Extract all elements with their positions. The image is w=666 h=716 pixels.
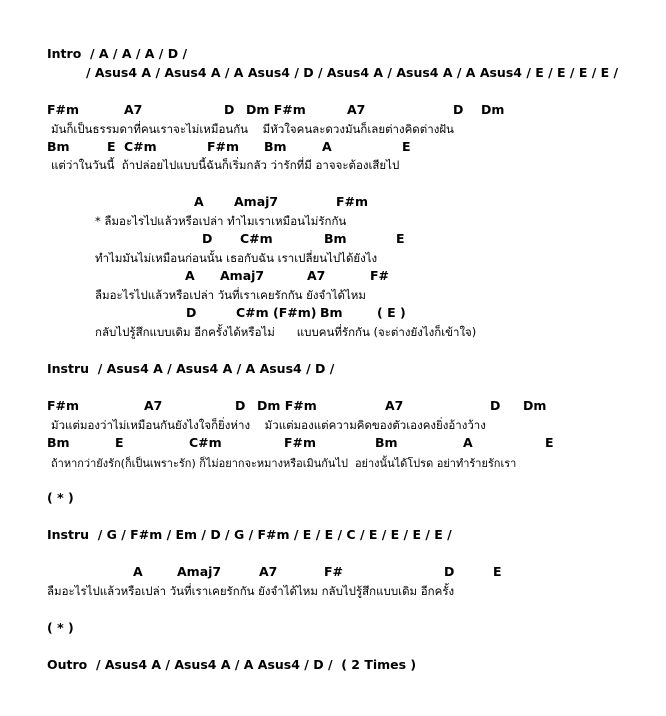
chord: Dm [523, 398, 547, 413]
chord: D [235, 398, 246, 413]
chorus-lyric-4: กลับไปรู้สึกแบบเดิม อีกครั้งได้หรือไม่ แบบคนที่รักกัน (จะต่างยังไงก็เข้าใจ) [95, 325, 477, 339]
chord: ( E ) [377, 305, 406, 320]
chord: Bm [264, 139, 287, 154]
chord: D [202, 231, 213, 246]
chord: A7 [124, 102, 143, 117]
chord: C#m (F#m) [236, 305, 317, 320]
chord: A7 [307, 268, 326, 283]
chord: A [133, 564, 143, 579]
instru-line-2: Instru / G / F#m / Em / D / G / F#m / E / E / C / E / E / E / E / [47, 527, 452, 542]
verse1-chord-row-2 [0, 139, 666, 155]
bridge-chord-row [0, 564, 666, 580]
chorus-chord-row-3 [0, 268, 666, 284]
verse1-lyric-2: แต่ว่าในวันนี้ ถ้าปล่อยไปแบบนี้ฉันก็เริ่มกลัว ว่ารักที่มี อาจจะต้องเสียไป [51, 158, 400, 172]
chord: A [194, 194, 204, 209]
chord: A [185, 268, 195, 283]
chord: Bm [375, 435, 398, 450]
chord: F#m [47, 398, 80, 413]
chord: C#m [189, 435, 222, 450]
chord: D [490, 398, 501, 413]
instru-line-1: Instru / Asus4 A / Asus4 A / A Asus4 / D / [47, 361, 335, 376]
outro-line: Outro / Asus4 A / Asus4 A / A Asus4 / D / ( 2 Times ) [47, 657, 417, 672]
chord: C#m [124, 139, 157, 154]
chord: E [545, 435, 554, 450]
repeat-marker-1: ( * ) [47, 490, 74, 505]
chord: E [107, 139, 116, 154]
chord: D [186, 305, 197, 320]
chord: F# [370, 268, 390, 283]
intro-line-1: Intro / A / A / A / D / [47, 46, 188, 61]
chord: Bm [47, 435, 70, 450]
chord: Dm F#m [246, 102, 306, 117]
chord: A7 [144, 398, 163, 413]
verse1-chord-row-1 [0, 102, 666, 118]
chord: E [402, 139, 411, 154]
chord: E [396, 231, 405, 246]
chorus-lyric-1: * ลืมอะไรไปแล้วหรือเปล่า ทำไมเราเหมือนไม่รักกัน [95, 214, 347, 228]
chord: D [224, 102, 235, 117]
chord: A [322, 139, 332, 154]
chorus-chord-row-1 [0, 194, 666, 210]
bridge-lyric: ลืมอะไรไปแล้วหรือเปล่า วันที่เราเคยรักกัน ยังจำได้ไหม กลับไปรู้สึกแบบเดิม อีกครั้ง [47, 584, 455, 598]
verse2-chord-row-1 [0, 398, 666, 414]
chord: C#m [240, 231, 273, 246]
chord: F#m [284, 435, 317, 450]
chord: D [453, 102, 464, 117]
chorus-lyric-2: ทำไมมันไม่เหมือนก่อนนั้น เธอกับฉัน เราเปลี่ยนไปได้ยังไง [95, 251, 378, 265]
chord: Bm [324, 231, 347, 246]
chord: Amaj7 [220, 268, 265, 283]
chord: A7 [385, 398, 404, 413]
chord: Dm [481, 102, 505, 117]
repeat-marker-2: ( * ) [47, 620, 74, 635]
chord: A [463, 435, 473, 450]
chord: F#m [336, 194, 369, 209]
chord: Amaj7 [177, 564, 222, 579]
chorus-chord-row-2 [0, 231, 666, 247]
chord: A7 [259, 564, 278, 579]
verse2-lyric-2: ถ้าหากว่ายังรัก(ก็เป็นเพราะรัก) ก็ไม่อยากจะหมางหรือเมินกันไป อย่างนั้นได้โปรด อย่าทำร้ายรักเรา [51, 457, 517, 470]
verse1-lyric-1: มันก็เป็นธรรมดาที่คนเราจะไม่เหมือนกัน มีหัวใจคนละดวงมันก็เลยต่างคิดต่างฝัน [51, 122, 454, 136]
verse2-chord-row-2 [0, 435, 666, 451]
chord: F# [324, 564, 344, 579]
intro-line-2: / Asus4 A / Asus4 A / A Asus4 / D / Asus4 A / Asus4 A / A Asus4 / E / E / E / E / [86, 65, 619, 80]
chord: E [493, 564, 502, 579]
chord: D [444, 564, 455, 579]
chorus-lyric-3: ลืมอะไรไปแล้วหรือเปล่า วันที่เราเคยรักกัน ยังจำได้ไหม [95, 288, 366, 302]
chord: F#m [47, 102, 80, 117]
chord: A7 [347, 102, 366, 117]
chorus-chord-row-4 [0, 305, 666, 321]
chord: Bm [47, 139, 70, 154]
verse2-lyric-1: มัวแต่มองว่าไม่เหมือนกันยังไงใจก็ยิ่งห่าง มัวแต่มองแต่ความคิดของตัวเองคงยิ่งอ้างว้าง [51, 418, 486, 432]
chord: Dm F#m [257, 398, 317, 413]
chord: F#m [207, 139, 240, 154]
chord: Amaj7 [234, 194, 279, 209]
chord: E [115, 435, 124, 450]
chord: Bm [320, 305, 343, 320]
